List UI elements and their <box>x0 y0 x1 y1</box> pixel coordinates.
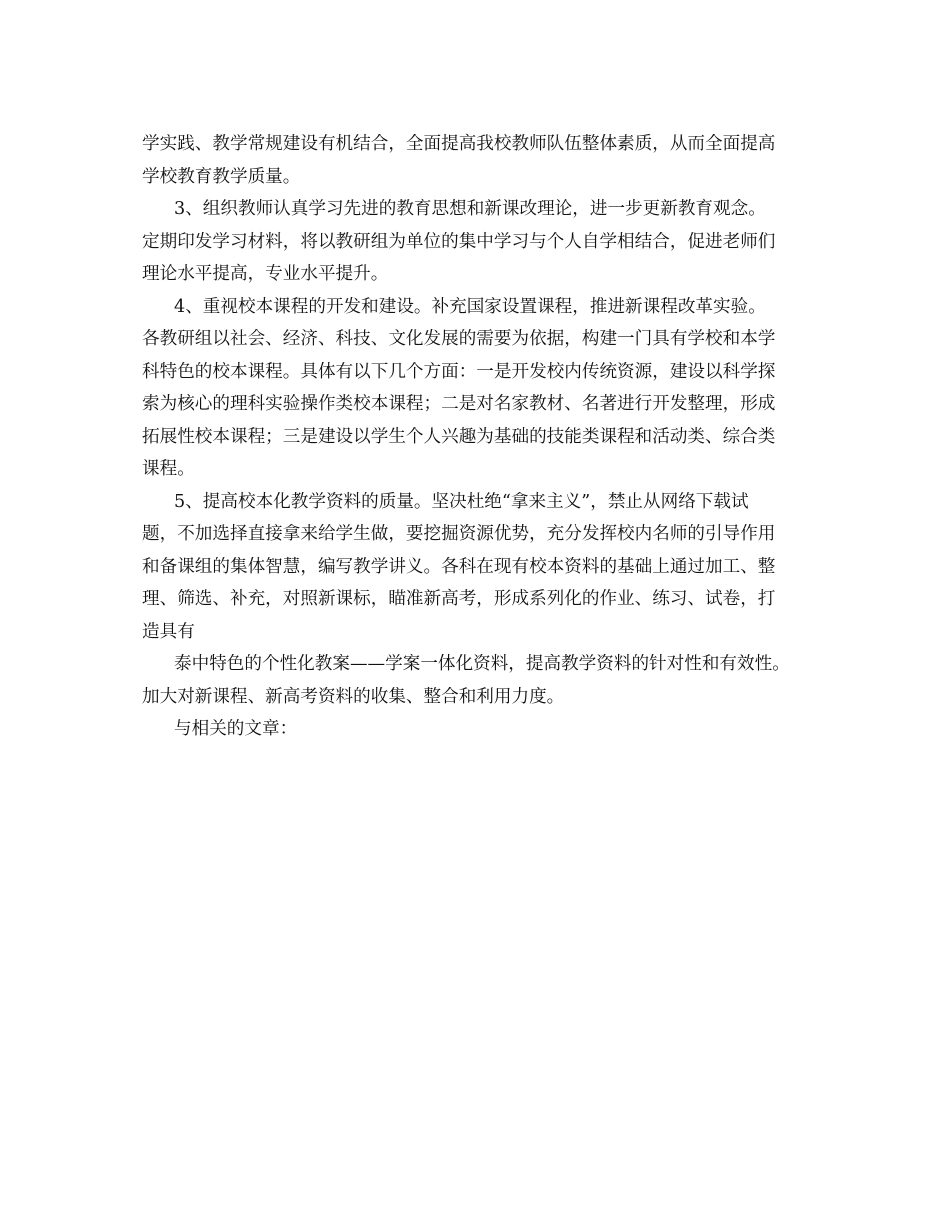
text-line: 5、提高校本化教学资料的质量。坚决杜绝“拿来主义”，禁止从网络下载试 <box>174 491 749 512</box>
text-line: 拓展性校本课程；三是建设以学生个人兴趣为基础的技能类课程和活动类、综合类 <box>142 426 776 447</box>
text-line: 科特色的校本课程。具体有以下几个方面：一是开发校内传统资源，建设以科学探 <box>142 361 776 382</box>
related-articles-heading: 与相关的文章： <box>174 719 298 739</box>
document-body <box>142 128 822 746</box>
text-line: 理论水平提高，专业水平提升。 <box>142 264 389 284</box>
text-line: 题，不加选择直接拿来给学生做，要挖掘资源优势，充分发挥校内名师的引导作用 <box>142 524 776 544</box>
text-line: 加大对新课程、新高考资料的收集、整合和利用力度。 <box>142 686 565 707</box>
text-line: 索为核心的理科实验操作类校本课程；二是对名家教材、名著进行开发整理，形成 <box>142 394 776 414</box>
text-line: 理、筛选、补充，对照新课标，瞄准新高考，形成系列化的作业、练习、试卷，打 <box>142 589 776 609</box>
text-line: 和备课组的集体智慧，编写教学讲义。各科在现有校本资料的基础上通过加工、整 <box>142 556 776 577</box>
text-line: 3、组织教师认真学习先进的教育思想和新课改理论，进一步更新教育观念。 <box>174 199 766 219</box>
text-line: 泰中特色的个性化教案——学案一体化资料，提高教学资料的针对性和有效性。 <box>174 654 790 674</box>
text-line: 学实践、教学常规建设有机结合，全面提高我校教师队伍整体素质，从而全面提高 <box>142 134 776 154</box>
text-line: 造具有 <box>142 621 195 642</box>
text-line: 4、重视校本课程的开发和建设。补充国家设置课程，推进新课程改革实验。 <box>174 296 766 317</box>
text-line: 学校教育教学质量。 <box>142 166 301 187</box>
text-line: 定期印发学习材料，将以教研组为单位的集中学习与个人自学相结合，促进老师们 <box>142 231 776 252</box>
text-line: 课程。 <box>142 459 195 479</box>
text-line: 各教研组以社会、经济、科技、文化发展的需要为依据，构建一门具有学校和本学 <box>142 329 776 349</box>
